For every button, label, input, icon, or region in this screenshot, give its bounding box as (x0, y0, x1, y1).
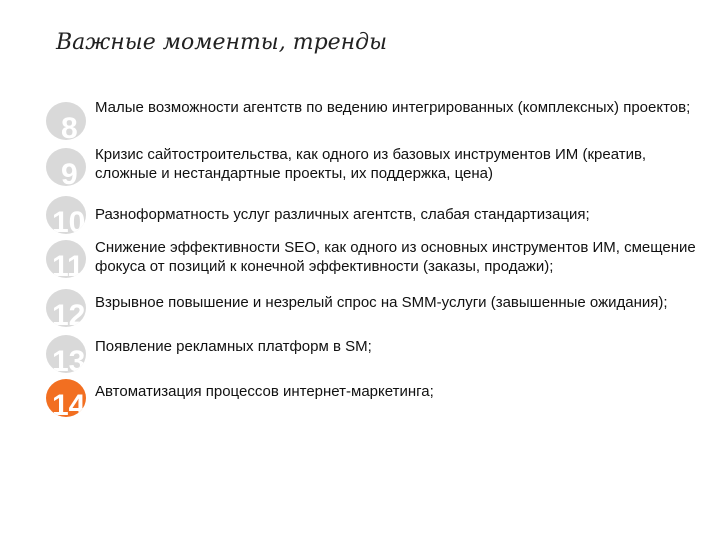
trend-text: Разноформатность услуг различных агентств, слабая стандартизация; (95, 206, 590, 223)
number-badge (46, 102, 86, 140)
trend-number: 11 (52, 250, 84, 278)
trend-number: 13 (52, 345, 86, 373)
number-badge (46, 335, 86, 373)
number-badge (46, 240, 86, 278)
trend-text: Кризис сайтостроительства, как одного из базовых инструментов ИМ (креатив, сложные и нестандартные проекты, их поддержка, цена) (95, 146, 647, 182)
number-badge (46, 196, 86, 234)
trend-text: Взрывное повышение и незрелый спрос на SMM-услуги (завышенные ожидания); (95, 294, 668, 311)
trend-number: 14 (52, 389, 86, 417)
trend-text: Малые возможности агентств по ведению интегрированных (комплексных) проектов; (95, 99, 691, 116)
trend-number: 8 (61, 112, 78, 140)
trend-number: 9 (61, 158, 78, 186)
trend-text: Автоматизация процессов интернет-маркетинга; (95, 383, 434, 400)
number-badge (46, 289, 86, 327)
trend-text: Появление рекламных платформ в SM; (95, 338, 372, 355)
number-badge (46, 148, 86, 186)
trend-text: Снижение эффективности SEO, как одного из основных инструментов ИМ, смещение фокуса от позиций к конечной эффективности (заказы, продажи); (95, 239, 696, 275)
number-badge-active (46, 379, 86, 417)
slide-title: Важные моменты, тренды (56, 30, 388, 55)
trend-number: 10 (52, 206, 86, 234)
trend-number: 12 (52, 299, 86, 327)
